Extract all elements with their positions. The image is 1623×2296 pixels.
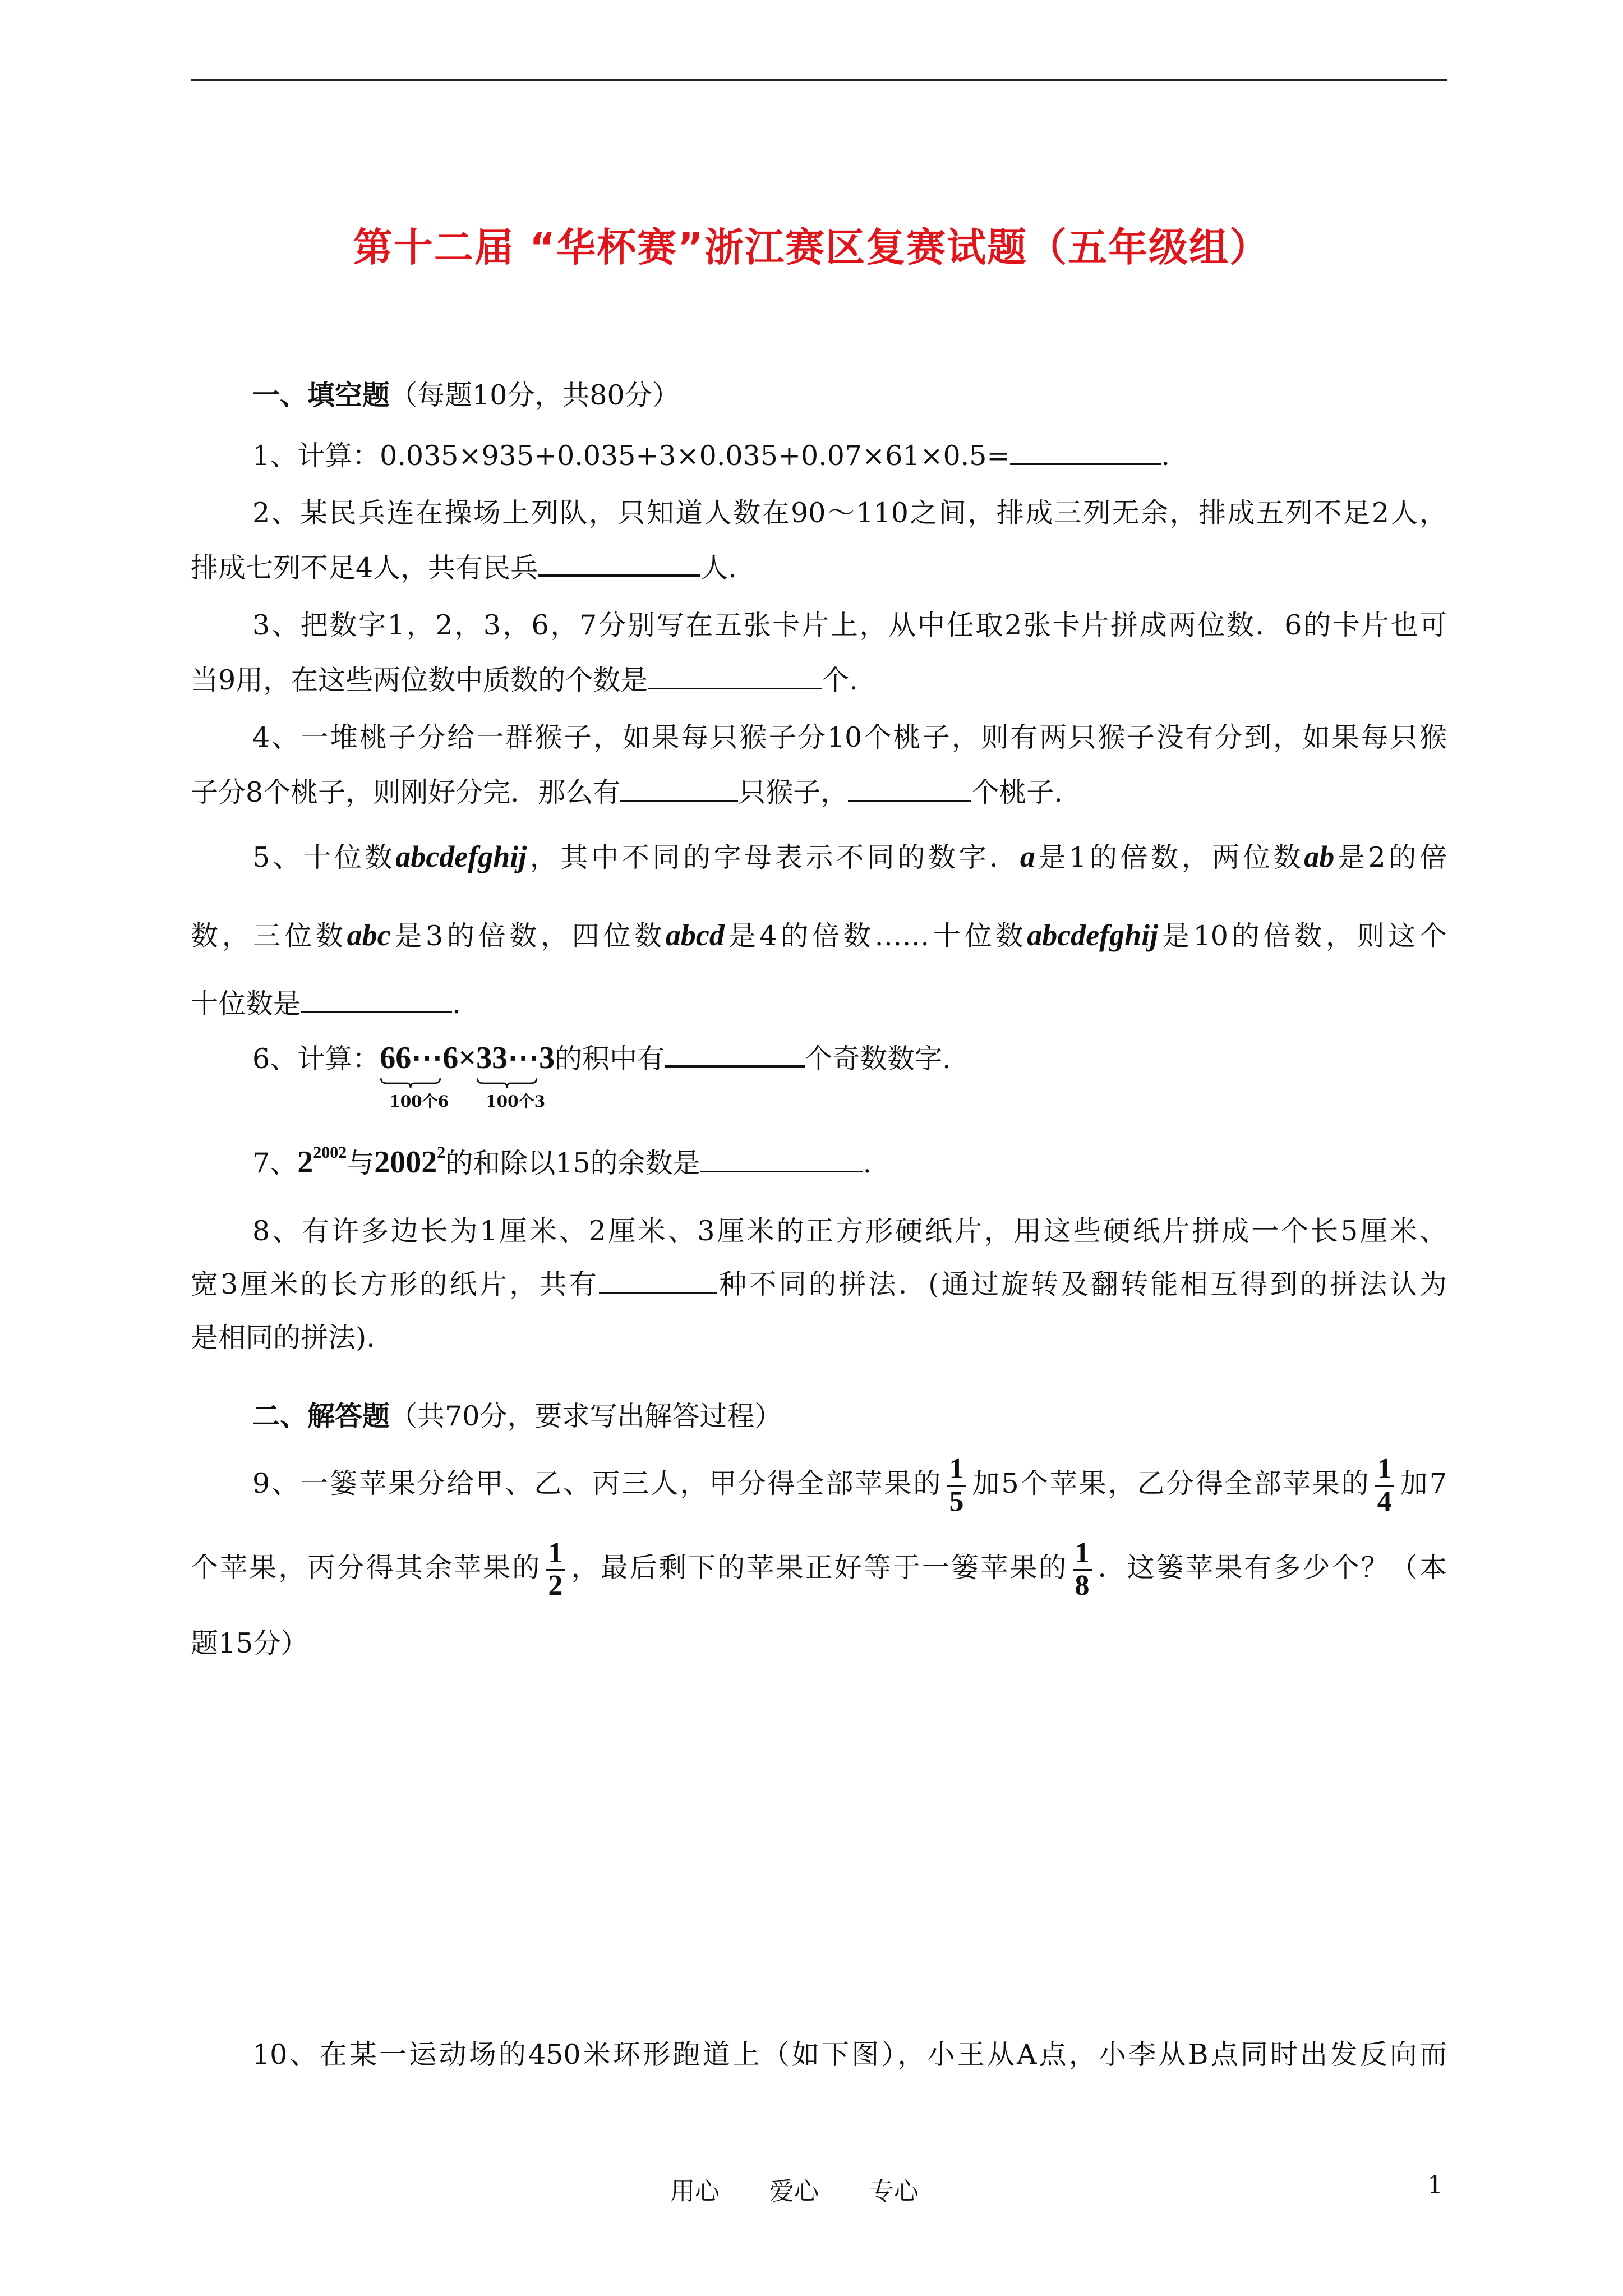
question-9-text: 加7	[1398, 1467, 1447, 1499]
fraction-denominator: 4	[1377, 1485, 1392, 1517]
footer-text-right: 专心	[869, 2177, 919, 2206]
times-sign: ×	[458, 1041, 477, 1075]
repeated-number-33	[476, 1041, 555, 1111]
question-8-line-1: 8、有许多边长为1厘米、2厘米、3厘米的正方形硬纸片，用这些硬纸片拼成一个长5厘米、	[252, 1215, 1447, 1247]
question-9-text: ．这篓苹果有多少个？（本	[1096, 1552, 1447, 1584]
question-7	[252, 1144, 872, 1178]
question-3-line-1: 3、把数字1，2，3，6，7分别写在五张卡片上，从中任取2张卡片拼成两位数．6的卡片也可	[252, 609, 1447, 641]
answer-blank	[700, 1171, 863, 1172]
question-1-text: 1、计算：0.035×935+0.035+3×0.035+0.07×61×0.5=	[252, 440, 1010, 472]
math-var: abcd	[665, 918, 725, 952]
page-title: 第十二届 “华杯赛”浙江赛区复赛试题（五年级组）	[353, 224, 1270, 270]
power-base: 2	[297, 1145, 313, 1180]
math-var: ab	[1304, 840, 1335, 873]
question-7-text: 的和除以15的余数是	[445, 1147, 700, 1179]
question-8-line-2	[191, 1268, 1447, 1300]
question-2-line-1: 2、某民兵连在操场上列队，只知道人数在90～110之间，排成三列无余，排成五列不足2人，	[252, 497, 1447, 529]
fraction-denominator: 2	[548, 1570, 563, 1602]
question-7-tail: .	[863, 1147, 872, 1179]
question-4-line-1: 4、一堆桃子分给一群猴子，如果每只猴子分10个桃子，则有两只猴子没有分到，如果每只猴	[252, 721, 1447, 753]
brace-label: 100个6	[389, 1092, 449, 1111]
section-2-heading	[252, 1402, 782, 1430]
answer-blank	[665, 1065, 805, 1068]
question-5-line-3	[191, 990, 461, 1018]
question-5-text: 是3的倍数，四位数	[390, 920, 666, 952]
question-3-line-2	[191, 666, 858, 694]
question-4-mid: 只猴子，	[738, 776, 849, 808]
header-rule	[191, 79, 1447, 81]
brace-label: 100个3	[486, 1092, 546, 1111]
section-2-note: （共70分，要求写出解答过程）	[390, 1400, 782, 1432]
math-var: abcdefghij	[395, 840, 527, 873]
question-5-text: 是4的倍数……十位数	[724, 920, 1027, 952]
question-8-text: 种不同的拼法．(通过旋转及翻转能相互得到的拼法认为	[717, 1268, 1447, 1300]
question-6-text: 6、计算：	[252, 1043, 380, 1075]
math-var: a	[1020, 840, 1035, 873]
question-5-tail: .	[452, 988, 461, 1020]
section-1-heading	[252, 381, 680, 409]
power-exponent: 2	[437, 1143, 446, 1162]
question-9-line-2	[191, 1531, 1447, 1604]
question-6-text: 的积中有	[555, 1043, 665, 1075]
question-5-text: 是2的倍	[1334, 841, 1447, 873]
question-4-tail: 个桃子.	[971, 776, 1063, 808]
number-33: 33⋯3	[476, 1041, 555, 1075]
fraction-denominator: 8	[1075, 1570, 1090, 1602]
fraction	[1375, 1454, 1394, 1517]
question-5-line-2	[191, 920, 1447, 950]
fraction-numerator: 1	[546, 1538, 565, 1571]
question-5-text: 是10的倍数，则这个	[1158, 920, 1447, 952]
question-3-tail: 个.	[822, 664, 858, 696]
question-1	[252, 442, 1170, 470]
answer-blank	[301, 1011, 452, 1013]
fraction-denominator: 5	[949, 1485, 964, 1517]
fraction	[947, 1454, 966, 1517]
math-var: abc	[347, 918, 391, 952]
question-9-line-1	[252, 1447, 1447, 1520]
question-2-line-2	[191, 554, 737, 582]
question-4-line-2	[191, 776, 1063, 808]
question-2-tail: 人.	[700, 552, 737, 584]
answer-blank	[848, 800, 971, 802]
question-9-text: 9、一篓苹果分给甲、乙、丙三人，甲分得全部苹果的	[252, 1467, 943, 1499]
answer-blank	[620, 800, 738, 802]
question-9-text: 加5个苹果，乙分得全部苹果的	[970, 1467, 1371, 1499]
question-5-text: ，其中不同的字母表示不同的数字．	[527, 841, 1020, 873]
section-1-note: （每题10分，共80分）	[390, 379, 680, 411]
fraction-numerator: 1	[1375, 1454, 1394, 1487]
section-2-title: 二、解答题	[252, 1400, 390, 1432]
power-base: 2002	[374, 1145, 437, 1180]
question-10-line-1: 10、在某一运动场的450米环形跑道上（如下图），小王从A点，小李从B点同时出发反向而	[252, 2039, 1447, 2070]
page-number: 1	[1427, 2171, 1443, 2200]
question-5-text: 是1的倍数，两位数	[1035, 841, 1304, 873]
question-9-line-3: 题15分）	[191, 1627, 308, 1659]
answer-blank	[648, 688, 822, 689]
section-1-title: 一、填空题	[252, 379, 390, 411]
number-66: 66⋯6	[380, 1041, 459, 1075]
question-7-text: 与	[347, 1147, 375, 1179]
fraction	[546, 1538, 565, 1601]
math-var: abcdefghij	[1027, 918, 1159, 952]
answer-blank	[599, 1292, 717, 1294]
question-5-text: 5、十位数	[252, 841, 396, 873]
footer-text-mid: 爱心	[769, 2177, 819, 2206]
underbrace-icon	[476, 1077, 538, 1089]
underbrace-icon	[380, 1077, 441, 1089]
question-5-text: 数，三位数	[191, 920, 347, 952]
answer-blank	[538, 574, 700, 577]
answer-blank	[1010, 463, 1161, 465]
question-9-text: 个苹果，丙分得其余苹果的	[191, 1552, 542, 1584]
question-2-text: 排成七列不足4人，共有民兵	[191, 552, 538, 584]
question-3-text: 当9用，在这些两位数中质数的个数是	[191, 664, 648, 696]
question-7-text: 7、	[252, 1147, 298, 1179]
question-4-text: 子分8个桃子，则刚好分完．那么有	[191, 776, 621, 808]
question-9-text: ，最后剩下的苹果正好等于一篓苹果的	[569, 1552, 1068, 1584]
question-6	[252, 1042, 951, 1110]
question-5-line-1	[252, 841, 1447, 872]
power-exponent: 2002	[313, 1143, 347, 1162]
fraction	[1073, 1538, 1092, 1601]
question-5-text: 十位数是	[191, 988, 301, 1020]
footer-text-left: 用心	[670, 2177, 720, 2206]
fraction-numerator: 1	[1073, 1538, 1092, 1571]
question-8-text: 宽3厘米的长方形的纸片，共有	[191, 1268, 600, 1300]
repeated-number-66	[380, 1041, 459, 1111]
fraction-numerator: 1	[947, 1454, 966, 1487]
question-1-tail: .	[1161, 440, 1170, 472]
question-6-tail: 个奇数数字.	[805, 1043, 951, 1075]
question-8-line-3: 是相同的拼法).	[191, 1322, 375, 1354]
